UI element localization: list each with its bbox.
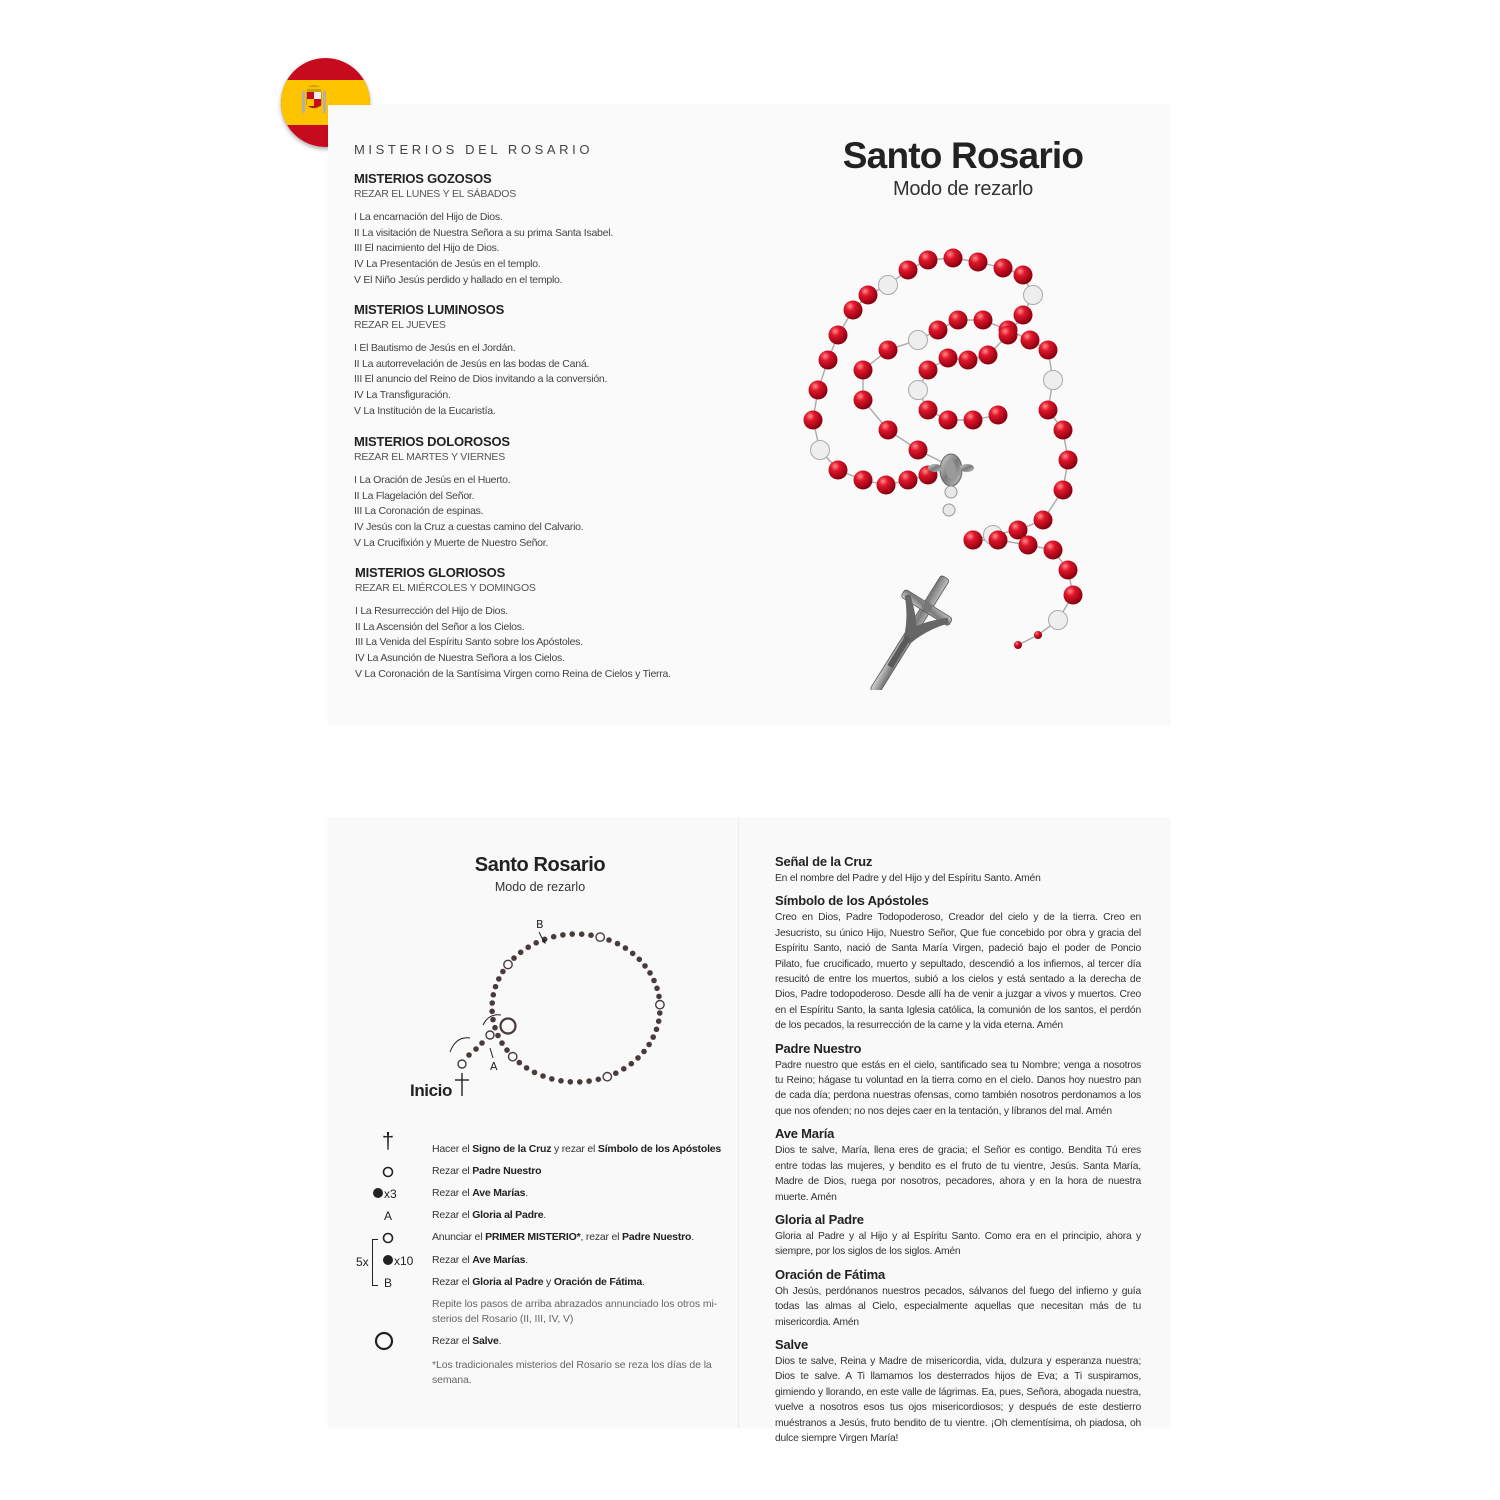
red-bead (854, 361, 873, 380)
back-subtitle: Modo de rezarlo (494, 880, 586, 894)
hail-mary-bead (532, 1070, 538, 1076)
mystery-item: II La visitación de Nuestra Señora a su prima Santa Isabel. (354, 226, 613, 239)
red-bead (854, 471, 873, 490)
mystery-days: REZAR EL MIÉRCOLES Y DOMINGOS (355, 582, 536, 594)
hail-mary-bead (613, 1070, 619, 1076)
hail-mary-bead (629, 1061, 635, 1067)
large-open-bead-icon (354, 1331, 414, 1354)
red-bead (929, 321, 948, 340)
mystery-item: V La Institución de la Eucaristía. (354, 404, 496, 417)
red-bead (899, 471, 918, 490)
clear-bead (909, 381, 928, 400)
back-card (328, 818, 1170, 1444)
hail-mary-bead (657, 1010, 663, 1016)
red-bead (877, 476, 896, 495)
step-our-father: Rezar el Padre Nuestro (432, 1165, 542, 1177)
red-bead (994, 259, 1013, 278)
step-hail-mary-10: Rezar el Ave Marías. (432, 1254, 528, 1266)
red-bead (1034, 631, 1042, 639)
red-bead (989, 531, 1008, 550)
red-bead (1014, 266, 1033, 285)
hail-mary-bead (579, 931, 585, 937)
red-bead (854, 391, 873, 410)
solid-bead-icon (372, 1187, 384, 1199)
hail-mary-bead (650, 1034, 656, 1040)
mystery-item: I La encarnación del Hijo de Dios. (354, 211, 503, 223)
hail-mary-bead (551, 934, 557, 940)
mystery-item: III La Coronación de espinas. (354, 505, 484, 518)
clear-bead (1044, 371, 1063, 390)
hail-mary-bead (493, 984, 499, 990)
red-bead (969, 253, 988, 272)
prayer-title: Señal de la Cruz (775, 854, 873, 869)
hail-mary-bead (560, 932, 566, 938)
hail-mary-bead (635, 1055, 641, 1061)
centerpiece-medal (928, 454, 974, 516)
mystery-group-joyful (354, 171, 734, 289)
red-bead (1059, 561, 1078, 580)
red-bead (1054, 421, 1073, 440)
red-bead (829, 326, 848, 345)
prayer-title: Símbolo de los Apóstoles (775, 893, 929, 909)
hail-mary-bead (540, 1073, 546, 1079)
hail-mary-bead (499, 1040, 505, 1046)
red-bead (1039, 401, 1058, 420)
hail-mary-bead (492, 1025, 498, 1031)
red-bead (1014, 306, 1033, 325)
hail-mary-bead (489, 1009, 495, 1015)
mystery-title: MISTERIOS GOZOSOS (354, 171, 492, 186)
red-bead (919, 361, 938, 380)
hail-mary-bead (517, 1060, 523, 1066)
red-bead (944, 249, 963, 268)
red-bead (844, 301, 863, 320)
prayer-text: Gloria al Padre y al Hijo y al Espíritu Santo. Como era en el principio, ahora y siempre, por los siglos de los siglos. Amén (775, 1230, 1141, 1258)
hail-mary-bead (466, 1052, 472, 1058)
mysteries-heading: MISTERIOS DEL ROSARIO (354, 142, 594, 157)
hail-mary-bead (524, 1065, 530, 1071)
red-bead (809, 381, 828, 400)
red-bead (964, 411, 983, 430)
hail-mary-bead (586, 1078, 592, 1084)
mystery-item: II La autorrevelación de Jesús en las bodas de Caná. (354, 357, 590, 370)
mystery-days: REZAR EL MARTES Y VIERNES (354, 451, 505, 463)
mystery-item: IV La Asunción de Nuestra Señora a los Cielos. (355, 652, 565, 665)
hail-mary-bead (496, 976, 502, 982)
hail-mary-bead (473, 1046, 479, 1052)
back-title: Santo Rosario (474, 854, 606, 876)
red-bead (909, 441, 928, 460)
red-bead (1044, 541, 1063, 560)
solid-bead-x3: x3 (372, 1187, 412, 1201)
mystery-item: III La Venida del Espíritu Santo sobre los Apóstoles. (355, 636, 583, 649)
repeat-count: 5x (356, 1255, 369, 1269)
red-bead (919, 251, 938, 270)
mystery-item: IV Jesús con la Cruz a cuestas camino del Calvario. (354, 521, 584, 534)
mystery-title: MISTERIOS GLORIOSOS (355, 565, 506, 580)
red-bead (1054, 481, 1073, 500)
red-bead (1021, 331, 1040, 350)
prayers-column (775, 854, 1141, 1446)
hail-mary-bead (495, 1033, 501, 1039)
step-hail-mary-3: Rezar el Ave Marías. (432, 1187, 528, 1199)
our-father-bead (458, 1060, 466, 1068)
our-father-bead (486, 1031, 494, 1039)
red-bead (829, 461, 848, 480)
small-open-bead-icon (358, 1166, 418, 1181)
red-bead (949, 311, 968, 330)
prayer-title: Ave María (775, 1126, 835, 1142)
small-open-bead-icon (358, 1232, 418, 1247)
red-bead (879, 421, 898, 440)
cross-icon (455, 1073, 469, 1096)
hail-mary-bead (533, 940, 539, 946)
red-bead (1039, 341, 1058, 360)
mystery-title: MISTERIOS DOLOROSOS (354, 434, 510, 449)
clear-bead (811, 441, 830, 460)
hail-mary-bead (489, 1000, 495, 1006)
red-bead (899, 261, 918, 280)
hail-mary-bead (558, 1078, 564, 1084)
mystery-item: III El nacimiento del Hijo de Dios. (354, 242, 500, 255)
hail-mary-bead (606, 937, 612, 943)
diagram-label-b: B (536, 918, 544, 931)
red-bead (879, 341, 898, 360)
footnote: *Los tradicionales misterios del Rosario se reza los días de la semana. (432, 1359, 712, 1386)
mystery-item: I El Bautismo de Jesús en el Jordán. (354, 342, 516, 354)
hail-mary-bead (630, 951, 636, 957)
prayer-text: Dios te salve, Reina y Madre de misericordia, vida, dulzura y esperanza nuestra; Dios te salve. A Ti llamamos los desterrados hijos de Eva; a Ti suspiramos, gimiendo y llorando, en este valle de lágrimas. Ea, pues, Señora, abogada nuestra, vuelve a nosotros esos tus ojos misericordiosos; y después de este destierro muéstranos a Jesús, fruto bendito de tu vientre. ¡Oh clementísima, oh piadosa, oh dulce siempre Virgen María! (775, 1355, 1141, 1444)
clear-bead (1024, 286, 1043, 305)
hail-mary-bead (500, 969, 506, 975)
hail-mary-bead (518, 950, 524, 956)
mystery-item: IV La Presentación de Jesús en el templo. (354, 258, 541, 271)
red-bead (979, 346, 998, 365)
hail-mary-bead (596, 1077, 602, 1083)
hail-mary-bead (588, 932, 594, 938)
hail-mary-bead (490, 1017, 496, 1023)
hail-mary-bead (654, 1027, 660, 1033)
mystery-item: I La Resurrección del Hijo de Dios. (355, 605, 508, 617)
cross-icon: † (381, 1128, 395, 1153)
hail-mary-bead (479, 1040, 485, 1046)
red-bead (919, 401, 938, 420)
mystery-item: V La Crucifixión y Muerte de Nuestro Señor. (354, 536, 549, 549)
step-announce-mystery: Anunciar el PRIMER MISTERIO*, rezar el Padre Nuestro. (432, 1231, 694, 1243)
hail-mary-bead (511, 955, 517, 961)
red-bead (804, 411, 823, 430)
red-bead (1059, 451, 1078, 470)
red-bead (989, 406, 1008, 425)
our-father-bead (656, 1001, 664, 1009)
start-label: Inicio (410, 1081, 452, 1100)
diagram-label-a: A (490, 1060, 498, 1073)
step-glory: Rezar el Gloria al Padre. (432, 1209, 547, 1221)
crucifix (850, 563, 969, 690)
hail-mary-bead (569, 931, 575, 937)
hail-mary-bead (621, 1066, 627, 1072)
red-bead (819, 351, 838, 370)
prayer-text: Dios te salve, María, llena eres de gracia; el Señor es contigo. Bendita Tú eres entre todas las mujeres, y bendito es el fruto de tu vientre, Jesús. Santa María, Madre de Dios, ruega por nosotros, pecadores, ahora y en la hora de nuestra muerte. Amén (775, 1145, 1141, 1203)
clear-bead (1049, 611, 1068, 630)
mystery-item: II La Flagelación del Señor. (354, 489, 475, 502)
red-bead (964, 531, 983, 550)
mystery-days: REZAR EL LUNES Y EL SÁBADOS (354, 188, 517, 200)
hail-mary-bead (647, 970, 653, 976)
clear-bead (909, 331, 928, 350)
red-bead (859, 286, 878, 305)
red-bead (959, 351, 978, 370)
prayer-text: En el nombre del Padre y del Hijo y del Espíritu Santo. Amén (775, 873, 1041, 884)
mystery-item: V La Coronación de la Santísima Virgen como Reina de Cielos y Tierra. (355, 667, 671, 680)
red-bead (939, 349, 958, 368)
hail-mary-bead (651, 978, 657, 984)
step-cross: Hacer el Signo de la Cruz y rezar el Símbolo de los Apóstoles (432, 1143, 722, 1155)
front-title: Santo Rosario (842, 135, 1084, 176)
prayer-title: Gloria al Padre (775, 1211, 864, 1227)
hail-mary-bead (577, 1079, 583, 1085)
front-subtitle: Modo de rezarlo (892, 178, 1034, 200)
prayer-title: Padre Nuestro (775, 1040, 862, 1056)
step-salve: Rezar el Salve. (432, 1335, 502, 1347)
rosary-photo (768, 240, 1138, 690)
mystery-group-sorrowful (354, 434, 734, 552)
hail-mary-bead (656, 994, 662, 1000)
red-bead (1014, 641, 1022, 649)
red-bead (1064, 586, 1083, 605)
red-bead (1019, 536, 1038, 555)
hail-mary-bead (656, 1018, 662, 1024)
our-father-bead (509, 1053, 517, 1061)
hail-mary-bead (637, 957, 643, 963)
fold-line (738, 818, 739, 1428)
solid-bead-x10: x10 (382, 1254, 422, 1268)
marker-a: A (383, 1209, 392, 1223)
hail-mary-bead (615, 941, 621, 947)
prayer-title: Oración de Fátima (775, 1266, 886, 1282)
hail-mary-bead (568, 1079, 574, 1085)
mystery-item: IV La Transfiguración. (354, 389, 451, 402)
red-bead (939, 411, 958, 430)
hail-mary-bead (525, 944, 531, 950)
centerpiece-bead (501, 1019, 516, 1034)
repeat-note: Repite los pasos de arriba abrazados annunciado los otros mi-sterios del Rosario (II, III, IV, V) (432, 1298, 718, 1325)
mystery-item: V El Niño Jesús perdido y hallado en el templo. (354, 273, 563, 286)
prayer-text: Creo en Dios, Padre Todopoderoso, Creador del cielo y de la tierra. Creo en Jesucristo, su único Hijo, Nuestro Señor, Que fue concebido por obra y gracia del Espíritu Santo, nació de Santa María Virgen, padeció bajo el poder de Poncio Pilato, fue crucificado, muerto y sepultado, descendió a los infiernos, al tercer día resucitó de entre los muertos, subió a los cielos y está sentado a la derecha de Dios, Padre todopoderoso. Desde allí ha de venir a juzgar a vivos y muertos. Creo en el Espíritu Santo, la santa Iglesia católica, la comunión de los santos, el perdón de los pecados, la resurrección de la carne y la vida eterna. Amén (775, 912, 1141, 1032)
prayer-title: Salve (775, 1336, 808, 1352)
hail-mary-bead (549, 1076, 555, 1082)
hail-mary-bead (504, 1047, 510, 1053)
prayer-text: Oh Jesús, perdónanos nuestros pecados, sálvanos del fuego del infierno y guía todas las almas al Cielo, especialmente aquellas que necesitan más de tu misericordia. Amén (775, 1285, 1141, 1328)
step-glory-fatima: Rezar el Gloria al Padre y Oración de Fátima. (432, 1276, 645, 1288)
mystery-group-glorious (355, 565, 735, 683)
rosary-diagram (398, 908, 688, 1108)
mystery-group-luminous (354, 302, 734, 420)
red-bead (1034, 511, 1053, 530)
front-card (328, 105, 1170, 725)
our-father-bead (596, 933, 604, 941)
mystery-item: III El anuncio del Reino de Dios invitando a la conversión. (354, 373, 608, 386)
mystery-item: I La Oración de Jesús en el Huerto. (354, 474, 511, 486)
hail-mary-bead (623, 945, 629, 951)
hail-mary-bead (654, 986, 660, 992)
our-father-bead (504, 960, 512, 968)
mystery-item: II La Ascensión del Señor a los Cielos. (355, 620, 525, 633)
clear-bead (879, 276, 898, 295)
solid-bead-icon (382, 1254, 394, 1266)
hail-mary-bead (641, 1049, 647, 1055)
hail-mary-bead (642, 963, 648, 969)
mystery-days: REZAR EL JUEVES (354, 319, 446, 331)
prayer-text: Padre nuestro que estás en el cielo, santificado sea tu Nombre; venga a nosotros tu Reino; hágase tu voluntad en la tierra como en el cielo. Danos hoy nuestro pan de cada día; perdona nuestras ofensas, como también nosotros perdonamos a los que nos ofenden; no nos dejes caer en la tentación, y líbranos del mal. Amén (775, 1059, 1141, 1117)
marker-b: B (383, 1276, 392, 1290)
hail-mary-bead (491, 992, 497, 998)
hail-mary-bead (646, 1042, 652, 1048)
red-bead (999, 326, 1018, 345)
mystery-title: MISTERIOS LUMINOSOS (354, 302, 505, 317)
our-father-bead (603, 1073, 611, 1081)
red-bead (974, 311, 993, 330)
